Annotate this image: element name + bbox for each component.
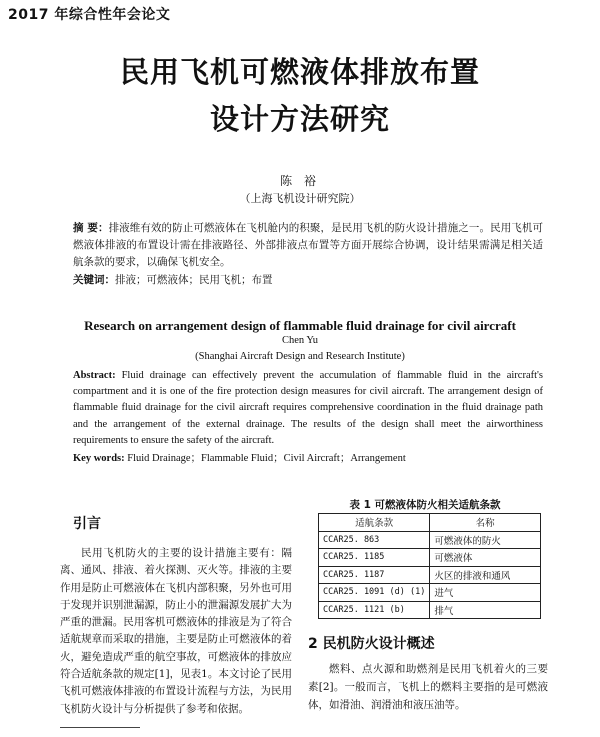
abstract-en-text: Fluid drainage can effectively prevent the accumulation of flammable fluid in the aircraft's compartment and it is one of the fire protection design measures for civil aircraft. The arrangement design of flammable fluid drainage for the civil aircraft requires comprehensive coordination in the fluid drainage path and the arrangement of the external drainage. The results of the design shall meet the airworthiness requirements to ensure the safety of the aircraft.	[73, 370, 543, 446]
abstract-en	[73, 368, 543, 449]
affiliation-cn: （上海飞机设计研究院）	[239, 192, 361, 205]
abstract-en-label: Abstract:	[73, 370, 116, 381]
section2-body: 燃料、点火源和助燃剂是民用飞机着火的三要素[2]。一般而言，飞机上的燃料主要指的是可燃液体，如滑油、润滑油和液压油等。	[308, 663, 548, 711]
table-header-clause: 适航条款	[319, 514, 430, 532]
abstract-cn	[73, 220, 543, 271]
paper-title-en: Research on arrangement design of flammable fluid drainage for civil aircraft	[84, 318, 516, 333]
table-cell-clause: CCAR25. 1187	[319, 566, 430, 584]
affiliation-en: (Shanghai Aircraft Design and Research Institute)	[195, 351, 405, 362]
keywords-cn	[73, 272, 273, 287]
table-cell-clause: CCAR25. 863	[319, 531, 430, 549]
regulation-table	[318, 513, 541, 619]
section-intro-body	[60, 545, 292, 718]
paper-title-line1: 民用飞机可燃液体排放布置	[119, 55, 480, 89]
section-intro-heading: 引言	[73, 516, 101, 532]
paper-title-line2: 设计方法研究	[209, 102, 390, 136]
author-cn: 陈 裕	[280, 174, 320, 188]
section2-heading: 2 民机防火设计概述	[308, 636, 435, 652]
section-intro-paragraph: 民用飞机防火的主要的设计措施主要有：隔离、通风、排液、着火探测、灭火等。排液的主要作用是防止可燃液体在飞机内部积聚，另外也可用于发现并识别泄漏源，防止小的泄漏源发展扩大为严重的泄漏。民用客机可燃液体的排液是为了符合适航规章而采取的措施，主要是防止可燃液体的着火，避免造成严重的航空事故，可燃液体的排放应符合适航条款的规定[1]，见表1。本文讨论了民用飞机可燃液体排液的布置设计流程与方法，为民用飞机防火设计与分析提供了参考和依据。	[60, 547, 292, 715]
table-cell-name: 火区的排液和通风	[430, 566, 541, 584]
conference-header: 2017 年综合性年会论文	[8, 7, 171, 23]
table-row	[319, 601, 541, 619]
table-row	[319, 584, 541, 602]
abstract-cn-label: 摘 要：	[73, 222, 109, 234]
keywords-en-text: Fluid Drainage；Flammable Fluid；Civil Aircraft；Arrangement	[127, 453, 406, 464]
keywords-en-label: Key words:	[73, 453, 125, 464]
table-cell-name: 可燃液体	[430, 549, 541, 567]
table-cell-name: 可燃液体的防火	[430, 531, 541, 549]
table-cell-clause: CCAR25. 1185	[319, 549, 430, 567]
keywords-cn-label: 关键词：	[73, 274, 115, 286]
table-cell-clause: CCAR25. 1091 (d) (1)	[319, 584, 430, 602]
table-row	[319, 549, 541, 567]
abstract-cn-text: 排液维有效的防止可燃液体在飞机舱内的积聚，是民用飞机的防火设计措施之一。民用飞机可燃液体排液的布置设计需在排液路径、外部排液点布置等方面开展综合协调，设计结果需满足相关适航条款的要求，以确保飞机安全。	[73, 222, 544, 268]
author-en: Chen Yu	[281, 335, 319, 346]
table-caption: 表 1 可燃液体防火相关适航条款	[349, 499, 501, 511]
table-header-row	[319, 514, 541, 532]
keywords-cn-text: 排液；可燃液体；民用飞机；布置	[115, 274, 273, 286]
table-row	[319, 566, 541, 584]
table-row	[319, 531, 541, 549]
table-cell-name: 进气	[430, 584, 541, 602]
keywords-en	[73, 450, 406, 465]
table-cell-clause: CCAR25. 1121 (b)	[319, 601, 430, 619]
table-header-name: 名称	[430, 514, 541, 532]
table-cell-name: 排气	[430, 601, 541, 619]
footnote-divider	[60, 727, 140, 728]
